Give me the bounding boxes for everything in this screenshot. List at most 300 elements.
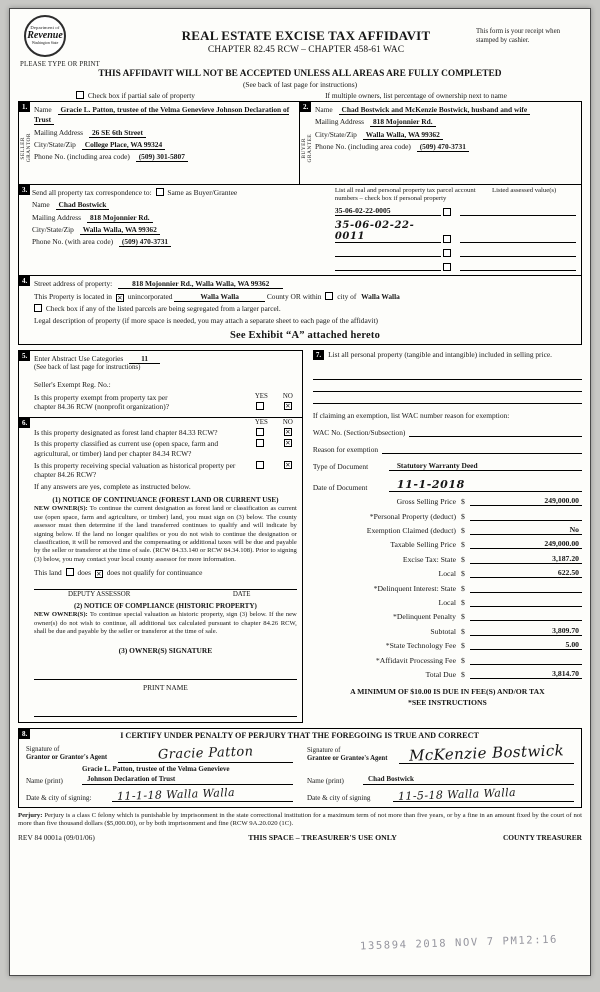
header-title-block [136,15,476,68]
dollar-sign: $ [461,497,465,507]
exemption-note: If claiming an exemption, list WAC number reason for exemption: [312,410,510,420]
seller-name-value[interactable]: Gracie L. Patton, trustee of the Velma Genevieve Johnson Declaration of Trust [34,105,290,125]
personal-property-checkbox[interactable] [443,249,451,257]
fee-amount[interactable]: 3,809.70 [470,626,582,636]
document-type-row [313,461,582,471]
forest-land-question-text: Is this property designated as forest land chapter 84.33 RCW? [34,427,218,437]
county-treasurer-label: COUNTY TREASURER [502,833,582,843]
fee-label: Total Due [425,669,456,679]
city-value[interactable]: Walla Walla [361,291,400,301]
current-use-question-text: Is this property classified as current use (open space, farm and agricultural, or timber) land per chapter 84.34 RCW? [34,439,219,459]
fee-amount[interactable]: 5.00 [470,640,582,650]
buyer-name-row [315,105,576,115]
grantee-name-print-row [307,775,574,785]
grantor-side-word: GRANTOR [25,133,32,163]
correspondence-name-value[interactable]: Chad Bostwick [56,200,110,210]
buyer-city-row [315,130,576,140]
unincorporated-label: unincorporated [127,291,173,301]
type-or-print-note: PLEASE TYPE OR PRINT [20,61,100,68]
correspondence-phone-value[interactable]: (509) 470-3731 [119,237,171,247]
correspondence-fields [32,185,330,275]
parcel-header-label: List all real and personal property tax parcel account numbers – check box if personal property [334,187,476,202]
name-print-label: Name (print) [307,776,344,785]
date-label: DATE [232,591,251,599]
middle-columns [18,350,582,723]
fee-row [313,669,582,679]
document-date-label: Date of Document [312,482,368,492]
does-not-qualify-checkbox[interactable]: ✕ [96,570,102,579]
seller-mailing-row [34,128,294,138]
segregated-label: Check box if any of the listed parcels are being segregated from a larger parcel. [45,304,281,314]
city-checkbox[interactable] [325,292,333,300]
unincorporated-checkbox[interactable]: ✕ [117,293,123,302]
deputy-assessor-label: DEPUTY ASSESSOR [68,591,131,599]
section-3-box [18,185,582,276]
buyer-city-label: City/State/Zip [315,129,357,139]
dollar-sign: $ [461,626,465,636]
perjury-text: Perjury is a class C felony which is punishable by imprisonment in the state correctional institution for a maximum term of not more than five years, or by a fine in an amount fixed by the court of not more than five thousand dollars ($5,000.00), or by both imprisonment and fine (RCW 9A.20.020 (1C). [18,811,583,828]
no-header: NO [282,418,293,426]
fee-amount[interactable] [470,597,582,607]
footer-row [18,833,582,842]
seller-side-word: SELLER [19,136,26,160]
parcel-number-handwritten[interactable]: 35-06-02-22-0011 [335,220,441,243]
county-value[interactable]: Walla Walla [174,292,265,302]
assessed-value-line[interactable] [460,247,576,257]
forest-land-yes-checkbox[interactable] [256,428,264,436]
minimum-fee-note: A MINIMUM OF $10.00 IS DUE IN FEE(S) AND/OR TAX [350,686,545,696]
grantor-agent-label: Grantor or Grantor's Agent [26,754,108,762]
current-use-checkbox-pair [251,439,297,458]
correspondence-phone-row [32,237,328,247]
form-title: REAL ESTATE EXCISE TAX AFFIDAVIT [181,28,431,43]
fee-amount[interactable]: 249,000.00 [470,539,582,549]
fee-row [313,568,582,578]
parties-section [18,101,582,185]
dollar-sign: $ [461,669,465,679]
notice-compliance-text: To continue special valuation as historic property, sign (3) below. If the new owner(s) do not wish to continue, all additional tax calculated pursuant to chapter 84.26 RCW, shall be due and payable by the seller or transferor at the time of sale. [34,611,297,636]
seller-city-value[interactable]: College Place, WA 99324 [82,140,165,150]
grantee-side-word: GRANTEE [306,133,313,163]
fee-amount[interactable] [470,611,582,621]
historic-yes-checkbox[interactable] [256,461,264,469]
exempt-reg-label: Seller's Exempt Reg. No.: [34,380,111,390]
print-name-label: PRINT NAME [142,682,188,692]
historic-no-checkbox[interactable]: ✕ [285,460,291,469]
seller-fields [32,102,299,184]
seller-name-row [34,105,294,126]
parcel-numbers-column [330,185,581,275]
exempt-reg-row [34,380,297,390]
reason-exemption-row [313,444,582,454]
certify-header [19,729,581,741]
grantor-date-city-row [26,785,293,803]
grantor-name-print-row [26,775,293,785]
seller-mailing-label: Mailing Address [34,127,84,137]
fee-row [313,611,582,621]
seller-grantor-side-label [20,112,32,184]
name-print-label: Name (print) [26,776,63,785]
dollar-sign: $ [461,569,465,579]
nonprofit-yes-checkbox[interactable] [256,402,264,410]
county-or-within-label: County OR within [266,291,322,301]
fee-amount[interactable] [470,655,582,665]
fee-amount[interactable]: 3,814.70 [470,669,582,679]
seller-grantor-box [18,101,300,185]
parcel-number-value[interactable] [335,247,441,257]
fee-row [313,626,582,636]
segregated-row [34,304,576,314]
send-correspondence-row [32,188,328,198]
left-column [18,350,303,723]
grantee-signature-row [307,740,574,765]
fee-amount[interactable] [470,511,582,521]
reason-exemption-value[interactable] [382,444,582,454]
wac-number-label: WAC No. (Section/Subsection) [312,427,406,437]
dollar-sign: $ [461,655,465,665]
buyer-mailing-row [315,117,576,127]
property-location-row [34,292,576,302]
section-3-badge: 3. [19,185,30,195]
parcel-row [335,206,576,216]
buyer-grantee-box [300,101,582,185]
buyer-name-value[interactable]: Chad Bostwick and McKenzie Bostwick, husband and wife [339,105,531,115]
grantee-agent-label: Grantee or Grantee's Agent [307,755,388,763]
seller-name-label: Name [34,105,52,114]
does-label: does [77,568,91,578]
segregated-checkbox[interactable] [34,304,42,312]
street-address-value[interactable]: 818 Mojonnier Rd., Walla Walla, WA 99362 [118,279,283,289]
buyer-mailing-label: Mailing Address [315,117,365,127]
buyer-phone-label: Phone No. (including area code) [315,142,411,152]
fee-row [313,640,582,650]
fee-label: *State Technology Fee [385,641,456,651]
deputy-assessor-signature-line[interactable] [34,578,297,590]
abstract-use-value[interactable]: 11 [129,354,160,364]
personal-property-checkbox[interactable] [443,263,451,271]
buyer-city-value[interactable]: Walla Walla, WA 99362 [363,130,443,140]
document-date-value[interactable]: 11-1-2018 [389,478,582,492]
seller-city-row [34,140,294,150]
wac-number-value[interactable] [409,427,582,437]
personal-property-checkbox[interactable] [443,235,451,243]
correspondence-phone-label: Phone No. (with area code) [32,237,114,247]
section-5-rail [19,351,32,417]
section-8-box [18,728,582,808]
grantee-date-city-value[interactable] [393,785,574,803]
if-yes-note: If any answers are yes, complete as instructed below. [34,481,191,491]
seller-phone-value[interactable]: (509) 301-5807 [136,152,188,162]
dollar-sign: $ [461,540,465,550]
current-use-question [34,439,297,458]
grantor-printed-name-line2[interactable]: Johnson Declaration of Trust [82,775,293,785]
seal-dept-text: Department of [30,25,60,31]
dollar-sign: $ [461,583,465,593]
fee-row [313,525,582,535]
abstract-use-label: Enter Abstract Use Categories [34,353,124,363]
new-owners-lead: NEW OWNER(S): [34,611,88,619]
no-header: NO [282,392,293,400]
section-5-see-back: (See back of last page for instructions) [34,364,141,372]
legal-description-label: Legal description of property (if more space is needed, you may attach a separate sheet to each page of the affidavit) [34,316,378,326]
personal-property-line[interactable] [313,380,582,392]
grantor-signature-row [26,744,293,763]
top-options-row [18,91,582,100]
buyer-name-label: Name [315,105,333,114]
signature-of-label: Signature of [26,745,60,753]
parcel-row [335,247,576,257]
fee-amount[interactable]: 622.50 [470,568,582,578]
section-4-rail [19,276,32,343]
section-6-content [32,418,302,722]
seal-revenue-text: Revenue [27,29,63,41]
dollar-sign: $ [461,511,465,521]
correspondence-name-row [32,200,328,210]
fee-label: *Delinquent Interest: State [373,583,456,593]
fee-label: *Delinquent Penalty [393,612,456,622]
parcel-number-value[interactable] [335,261,441,271]
affidavit-page [9,8,591,976]
forest-land-checkbox-pair [251,428,297,438]
notice-continuance-title: (1) NOTICE OF CONTINUANCE (FOREST LAND OR CURRENT USE) [52,496,279,505]
fee-label: Subtotal [430,626,456,636]
same-as-buyer-checkbox[interactable] [156,188,164,196]
grantor-signature-block [19,741,300,804]
fee-label: Gross Selling Price [396,497,456,507]
fee-amount[interactable]: 3,187.20 [470,554,582,564]
section-1-badge: 1. [19,102,30,112]
section-5-badge: 5. [19,351,30,361]
send-correspondence-label: Send all property tax correspondence to: [32,188,152,197]
notice-continuance-text: To continue the current designation as forest land or classification as current use (open space, farm and agriculture, or timber) land, you must sign on (3) below. The county assessor must then determine if the land transferred continues to qualify and will indicate by signing below. If the land no longer qualifies or you do not wish to continue the designation or classification, it will be removed and the compensating or additional taxes will be due and payable by the seller or transferor at the time of sale. (RCW 84.33.140 or RCW 84.34.108). Prior to signing (3) below, you may contact your local county assessor for more information. [34,505,297,563]
fee-label: Exemption Claimed (deduct) [366,526,456,536]
forest-land-no-checkbox[interactable]: ✕ [285,427,291,436]
street-address-label: Street address of property: [34,279,113,289]
date-city-label: Date & city of signing: [26,793,92,802]
cashier-date-stamp: 135894 2018 NOV 7 PM12:16 [359,933,559,953]
seller-mailing-value[interactable]: 26 SE 6th Street [89,128,146,138]
yes-no-header [251,393,297,400]
document-date-row [313,478,582,492]
buyer-side-word: BUYER [300,137,307,159]
grantor-signature-value: Gracie Patton [157,744,254,763]
header-left [18,15,136,68]
partial-sale-checkbox[interactable] [76,91,84,99]
parcel-row [335,220,576,243]
section-7-header [313,350,582,360]
reason-exemption-label: Reason for exemption [312,444,379,454]
section-3-rail [19,185,32,275]
section-7-column [303,350,582,723]
nonprofit-exempt-question [34,393,297,412]
print-name-line[interactable] [34,704,297,717]
this-land-label: This land [34,568,62,578]
nonprofit-question-line2: chapter 84.36 RCW (nonprofit organization)? [34,402,169,412]
buyer-mailing-value[interactable]: 818 Mojonnier Rd. [370,117,436,127]
section-6-box [18,418,303,723]
revenue-seal-icon [24,15,66,57]
historic-question-text: Is this property receiving special valuation as historical property per chapter 84.26 RCW? [34,460,236,480]
section-5-box [18,350,303,418]
correspondence-mailing-value[interactable]: 818 Mojonnier Rd. [87,213,153,223]
located-in-label: This Property is located in [34,291,112,301]
assessed-value-line[interactable] [460,206,576,216]
fee-row [313,655,582,665]
fee-row [313,554,582,564]
seller-phone-label: Phone No. (including area code) [34,152,130,162]
fee-row [313,539,582,549]
seller-rail [19,102,32,184]
nonprofit-yes-no [251,393,297,412]
correspondence-city-value[interactable]: Walla Walla, WA 99362 [80,225,160,235]
yes-header: YES [254,392,268,400]
grantor-signature-label [26,746,118,763]
seller-city-label: City/State/Zip [34,140,76,150]
grantee-signature-value: McKenzie Bostwick [408,740,565,765]
receipt-note: This form is your receipt when stamped by cashier. [476,28,560,44]
assessed-value-header: Listed assessed value(s) [492,187,557,194]
fee-row [313,583,582,593]
section-6-badge: 6. [19,418,30,428]
nonprofit-question-line1: Is this property exempt from property tax per [34,392,168,402]
nonprofit-checkboxes [251,402,297,410]
fee-label: Local [438,569,456,579]
correspondence-mailing-row [32,213,328,223]
fee-row [313,496,582,506]
yes-header: YES [254,418,268,426]
correspondence-mailing-label: Mailing Address [32,212,82,222]
notice-continuance-paragraph [34,505,297,564]
grantor-date-city-handwriting: 11-1-18 Walla Walla [116,785,236,803]
section-4-box [18,276,582,344]
parcel-number-value[interactable]: 35-06-02-22-0005 [335,206,441,216]
section-4-badge: 4. [19,276,30,286]
see-instructions-note: *SEE INSTRUCTIONS [407,697,487,707]
legal-description-value: See Exhibit “A” attached hereto [229,329,381,341]
dollar-sign: $ [461,612,465,622]
fee-label: Local [438,598,456,608]
nonprofit-question-text [34,393,251,412]
multiple-owners-note: If multiple owners, list percentage of ownership next to name [325,91,507,100]
new-owners-lead: NEW OWNER(S): [34,505,88,513]
current-use-yes-checkbox[interactable] [256,439,264,447]
fee-amount[interactable]: No [470,525,582,535]
document-type-label: Type of Document [312,461,369,471]
fee-label: Taxable Selling Price [390,540,456,550]
historic-property-question [34,461,297,480]
personal-property-line[interactable] [313,392,582,404]
buyer-grantee-side-label [301,112,313,184]
notice-compliance-title: (2) NOTICE OF COMPLIANCE (HISTORIC PROPERTY) [73,602,257,611]
notice-compliance-paragraph [34,611,297,636]
grantee-signature-block [300,741,581,804]
owners-signature-label: (3) OWNER(S) SIGNATURE [118,645,213,655]
partial-sale-option [18,91,283,100]
correspondence-name-label: Name [32,200,50,210]
grantee-date-city-handwriting: 11-5-18 Walla Walla [397,785,517,803]
treasurer-space-label: THIS SPACE – TREASURER'S USE ONLY [248,833,397,843]
fee-row [313,511,582,521]
does-qualify-checkbox[interactable] [66,568,74,576]
current-use-no-checkbox[interactable]: ✕ [285,439,291,448]
certify-statement: I CERTIFY UNDER PENALTY OF PERJURY THAT THE FOREGOING IS TRUE AND CORRECT [120,730,480,740]
grantor-date-city-value[interactable] [112,785,293,803]
parcel-headers [335,187,576,202]
partial-sale-label: Check box if partial sale of property [87,91,195,100]
same-as-buyer-label: Same as Buyer/Grantee [167,188,238,197]
assessed-value-line[interactable] [460,233,576,243]
personal-property-line[interactable] [313,368,582,380]
abstract-use-row [34,354,297,364]
personal-property-checkbox[interactable] [443,208,451,216]
fee-label: *Affidavit Processing Fee [375,655,456,665]
grantee-printed-name[interactable]: Chad Bostwick [363,775,574,785]
assessed-value-line[interactable] [460,261,576,271]
city-of-label: city of [337,291,357,301]
signature-of-label: Signature of [307,746,341,754]
see-back-note: (See back of last page for instructions) [242,80,358,89]
document-type-value[interactable]: Statutory Warranty Deed [389,461,582,471]
yes-no-header [251,419,297,426]
fee-amount[interactable]: 249,000.00 [470,496,582,506]
signature-columns [19,741,581,804]
seal-state-text: Washington State [31,40,59,45]
dollar-sign: $ [461,641,465,651]
section-7-badge: 7. [313,350,324,360]
form-subtitle: CHAPTER 82.45 RCW – CHAPTER 458-61 WAC [207,45,405,55]
deputy-assessor-labels [34,591,297,598]
personal-property-label: List all personal property (tangible and intangible) included in selling price. [328,349,552,359]
owners-signature-line[interactable] [34,667,297,680]
buyer-phone-row [315,142,576,152]
grantor-signature-line[interactable] [118,744,293,763]
perjury-paragraph [18,812,582,829]
does-not-label: does not qualify for continuance [106,568,203,578]
continuance-qualify-row [34,568,297,578]
buyer-fields [313,102,581,184]
buyer-rail [300,102,313,184]
correspondence-city-label: City/State/Zip [32,225,74,235]
nonprofit-no-checkbox[interactable]: ✕ [285,401,291,410]
perjury-lead: Perjury: [18,811,43,819]
section-2-badge: 2. [300,102,311,112]
form-header [18,15,582,68]
forest-land-question [34,428,297,438]
form-revision-label: REV 84 0001a (09/01/06) [18,833,95,843]
fee-row [313,597,582,607]
fee-amount[interactable] [470,583,582,593]
section-8-badge: 8. [19,729,30,739]
wac-number-row [313,427,582,437]
historic-checkbox-pair [251,461,297,480]
seller-phone-row [34,152,294,162]
dollar-sign: $ [461,554,465,564]
completion-warning: THIS AFFIDAVIT WILL NOT BE ACCEPTED UNLESS ALL AREAS ARE FULLY COMPLETED [98,69,502,79]
grantee-signature-line[interactable] [399,740,574,765]
grantor-printed-name-line1: Gracie L. Patton, trustee of the Velma Genevieve [82,764,230,773]
section-5-content [32,351,302,417]
grantee-date-city-row [307,785,574,803]
section-4-fields [32,276,581,343]
street-address-row [34,279,576,289]
section-6-rail [19,418,32,722]
fee-label: *Personal Property (deduct) [369,511,456,521]
buyer-phone-value[interactable]: (509) 470-3731 [417,142,469,152]
date-city-label: Date & city of signing [307,793,371,802]
fee-label: Excise Tax: State [402,554,456,564]
grantee-signature-label [307,747,399,764]
dollar-sign: $ [461,598,465,608]
